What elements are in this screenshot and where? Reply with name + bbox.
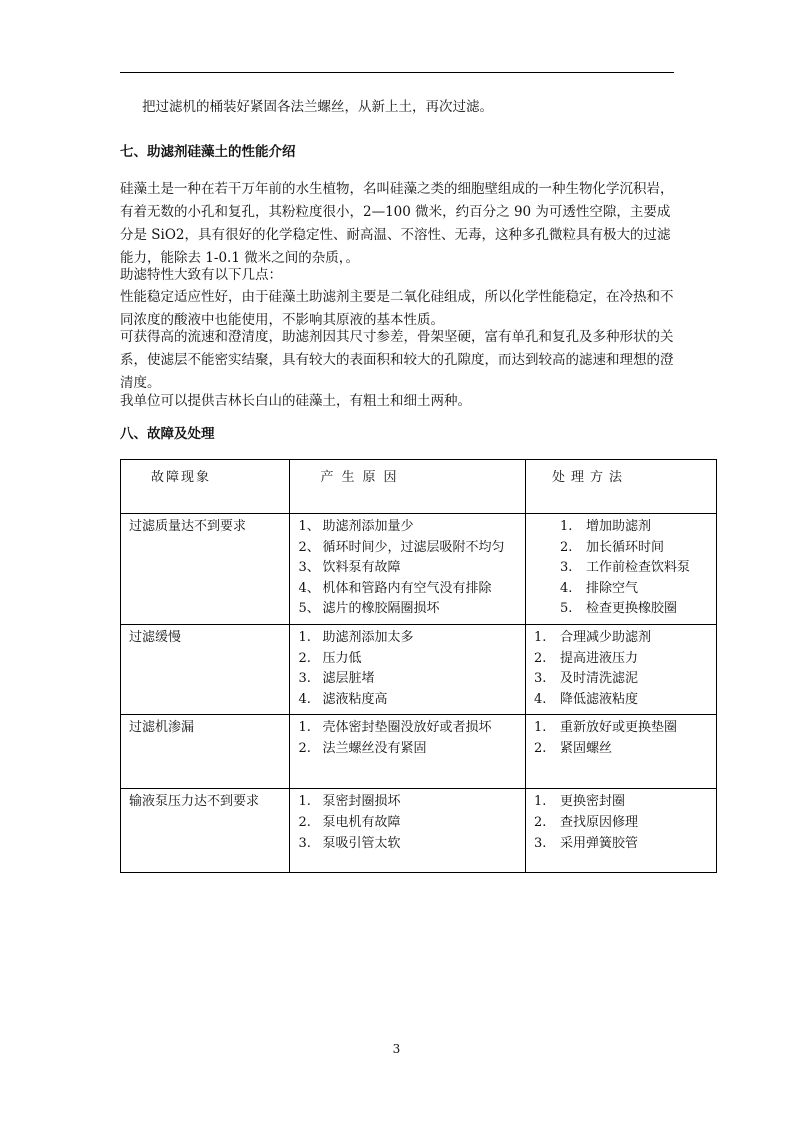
causes-cell: 1. 助滤剂添加太多 2. 压力低 3. 滤层脏堵 4. 滤液粘度高 [290, 624, 526, 714]
page-number: 3 [392, 1042, 401, 1056]
paragraph-flow-clarity: 可获得高的流速和澄清度，助滤剂因其尺寸参差，骨架坚硬，富有单孔和复孔及多种形状的关系，使滤层不能密实结聚，具有较大的表面积和较大的孔隙度，而达到较高的滤速和理想的澄清度。 [120, 329, 674, 391]
table-row [121, 789, 717, 873]
paragraph-filter-aid-features: 助滤特性大致有以下几点： [120, 267, 282, 283]
table-row [121, 514, 717, 625]
section-8-heading: 八、故障及处理 [120, 426, 215, 442]
causes-cell: 1、 助滤剂添加量少 2、 循环时间少，过滤层吸附不均匀 3、 饮料泵有故障 4、 机体和管路内有空气没有排除 5、 滤片的橡胶隔圈损坏 [290, 514, 526, 625]
methods-cell: 1. 重新放好或更换垫圈 2. 紧固螺丝 [526, 715, 717, 789]
header-causes: 产生原因 [290, 460, 526, 514]
phenomenon-cell: 过滤质量达不到要求 [121, 514, 290, 625]
causes-cell: 1. 泵密封圈损坏 2. 泵电机有故障 3. 泵吸引管太软 [290, 789, 526, 873]
table-header-row [121, 460, 717, 514]
causes-cell: 1. 壳体密封垫圈没放好或者损坏 2. 法兰螺丝没有紧固 [290, 715, 526, 789]
header-methods: 处理方法 [526, 460, 717, 514]
methods-cell: 1. 合理减少助滤剂 2. 提高进液压力 3. 及时清洗滤泥 4. 降低滤液粘度 [526, 624, 717, 714]
table-row [121, 624, 717, 714]
methods-cell: 1. 增加助滤剂 2. 加长循环时间 3. 工作前检查饮料泵 4. 排除空气 5. 检查更换橡胶圈 [526, 514, 717, 625]
table-row [121, 715, 717, 789]
paragraph-supply-info: 我单位可以提供吉林长白山的硅藻土，有粗土和细土两种。 [120, 393, 471, 409]
fault-table [120, 459, 717, 873]
paragraph-diatomite-intro: 硅藻土是一种在若干万年前的水生植物，名叫硅藻之类的细胞壁组成的一种生物化学沉积岩，有着无数的小孔和复孔，其粉粒度很小，2—100 微米，约百分之 90 为可透性空隙，主要成分是 SiO2，具有很好的化学稳定性、耐高温、不溶性、无毒，这种多孔微粒具有极大的过滤能力，能除去 1-0.1 微米之间的杂质，。 [120, 181, 674, 266]
header-phenomenon: 故障现象 [121, 460, 290, 514]
intro-line: 把过滤机的桶装好紧固各法兰螺丝，从新上土，再次过滤。 [142, 99, 493, 115]
section-7-heading: 七、助滤剂硅藻土的性能介绍 [120, 144, 296, 160]
phenomenon-cell: 输液泵压力达不到要求 [121, 789, 290, 873]
paragraph-stable-performance: 性能稳定适应性好，由于硅藻土助滤剂主要是二氧化硅组成，所以化学性能稳定，在冷热和不同浓度的酸液中也能使用，不影响其原液的基本性质。 [120, 289, 674, 328]
header-rule [120, 72, 674, 73]
methods-cell: 1. 更换密封圈 2. 查找原因修理 3. 采用弹簧胶管 [526, 789, 717, 873]
phenomenon-cell: 过滤缓慢 [121, 624, 290, 714]
phenomenon-cell: 过滤机渗漏 [121, 715, 290, 789]
